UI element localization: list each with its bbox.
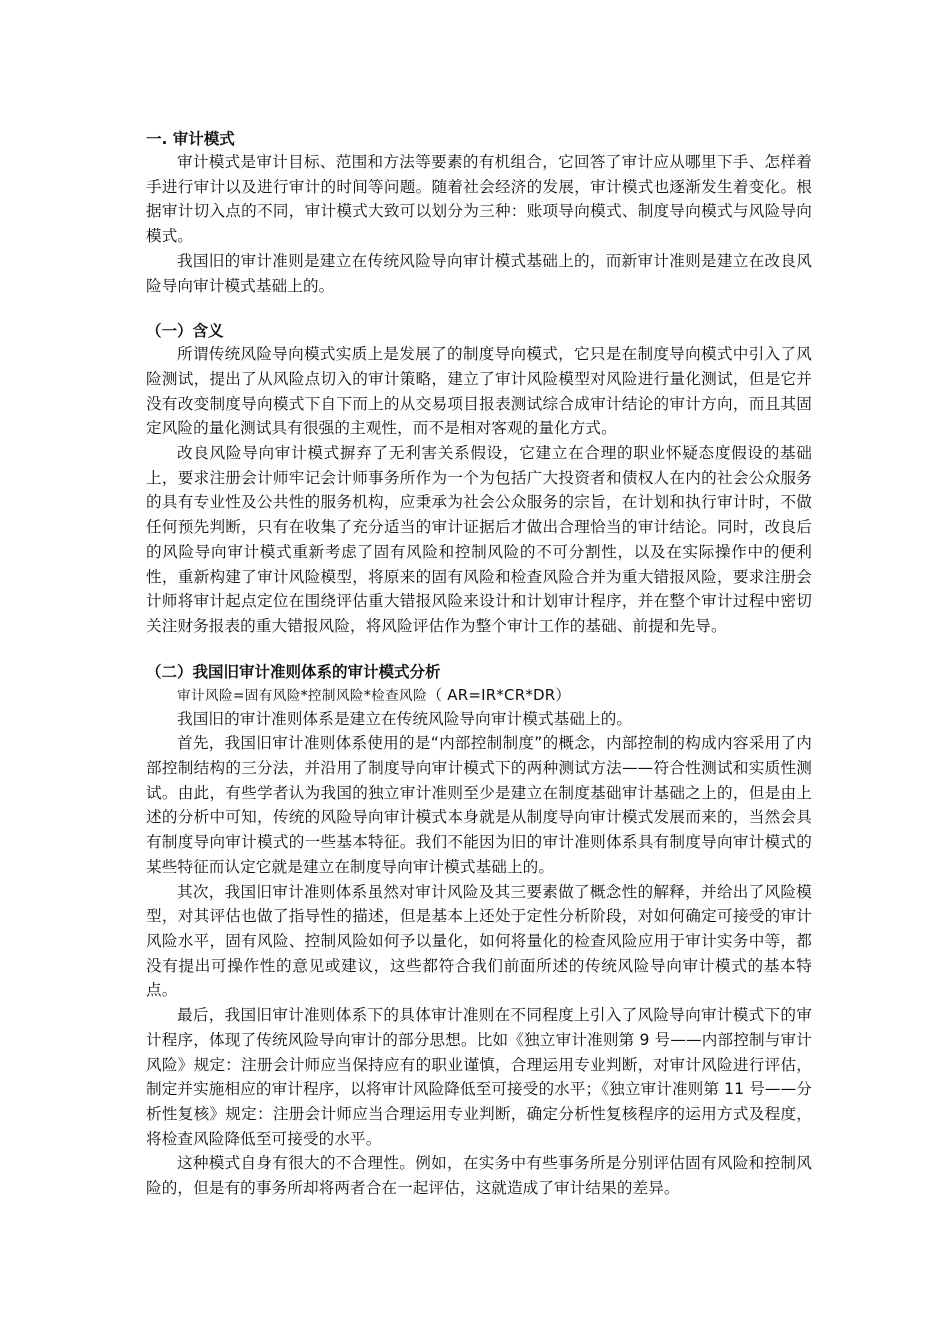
paragraph-unreasonableness: 这种模式自身有很大的不合理性。例如，在实务中有些事务所是分别评估固有风险和控制风险的，但是有的事务所却将两者合在一起评估，这就造成了审计结果的差异。 [146,1154,812,1198]
section-heading-audit-model: 一. 审计模式 [146,130,235,148]
formula-equation: （ AR=IR*CR*DR） [427,685,571,704]
formula-text: 审计风险=固有风险*控制风险*检查风险 [177,687,428,704]
paragraph-old-new-standards: 我国旧的审计准则是建立在传统风险导向审计模式基础上的，而新审计准则是建立在改良风险导向审计模式基础上的。 [146,251,812,295]
paragraph-secondly: 其次，我国旧审计准则体系虽然对审计风险及其三要素做了概念性的解释，并给出了风险模型，对其评估也做了指导性的描述，但是基本上还处于定性分析阶段，对如何确定可接受的审计风险水平，固有风险、控制风险如何予以量化，如何将量化的检查风险应用于审计实务中等，都没有提出可操作性的意见或建议，这些都符合我们前面所述的传统风险导向审计模式的基本特点。 [146,882,812,1000]
paragraph-firstly: 首先，我国旧审计准则体系使用的是“内部控制制度”的概念，内部控制的构成内容采用了内部控制结构的三分法，并沿用了制度导向审计模式下的两种测试方法——符合性测试和实质性测试。由此，有些学者认为我国的独立审计准则至少是建立在制度基础审计基础之上的，但是由上述的分析中可知，传统的风险导向审计模式本身就是从制度导向审计模式发展而来的，当然会具有制度导向审计模式的一些基本特征。我们不能因为旧的审计准则体系具有制度导向审计模式的某些特征而认定它就是建立在制度导向审计模式基础上的。 [146,734,812,876]
paragraph-improved-risk-model: 改良风险导向审计模式摒弃了无利害关系假设，它建立在合理的职业怀疑态度假设的基础上，要求注册会计师牢记会计师事务所作为一个为包括广大投资者和债权人在内的社会公众服务的具有专业性及公共性的服务机构，应秉承为社会公众服务的宗旨，在计划和执行审计时，不做任何预先判断，只有在收集了充分适当的审计证据后才做出合理恰当的审计结论。同时，改良后的风险导向审计模式重新考虑了固有风险和控制风险的不可分割性，以及在实际操作中的便利性，重新构建了审计风险模型，将原来的固有风险和检查风险合并为重大错报风险，要求注册会计师将审计起点定位在围绕评估重大错报风险来设计和计划审计程序，并在整个审计过程中密切关注财务报表的重大错报风险，将风险评估作为整个审计工作的基础、前提和先导。 [146,444,812,635]
page-bottom-margin [0,1224,950,1344]
section-heading-old-standards-analysis: （二）我国旧审计准则体系的审计模式分析 [146,662,441,681]
paragraph-old-standards-basis: 我国旧的审计准则体系是建立在传统风险导向审计模式基础上的。 [177,709,633,728]
document-page [146,122,812,1201]
section-heading-meaning: （一）含义 [146,322,224,341]
audit-risk-formula [146,683,812,707]
paragraph-finally: 最后，我国旧审计准则体系下的具体审计准则在不同程度上引入了风险导向审计模式下的审计程序，体现了传统风险导向审计的部分思想。比如《独立审计准则第 9 号——内部控制与审计风险》规定：注册会计师应当保持应有的职业谨慎，合理运用专业判断，对审计风险进行评估，制定并实施相应的审计程序，以将审计风险降低至可接受的水平；《独立审计准则第 11 号——分析性复核》规定：注册会计师应当合理运用专业判断，确定分析性复核程序的运用方式及程度，将检查风险降低至可接受的水平。 [146,1006,812,1148]
paragraph-traditional-risk-model: 所谓传统风险导向模式实质上是发展了的制度导向模式，它只是在制度导向模式中引入了风险测试，提出了从风险点切入的审计策略，建立了审计风险模型对风险进行量化测试，但是它并没有改变制度导向模式下自下而上的从交易项目报表测试综合成审计结论的审计方向，而且其固定风险的量化测试具有很强的主观性，而不是相对客观的量化方式。 [146,345,812,438]
paragraph-audit-model-definition: 审计模式是审计目标、范围和方法等要素的有机组合，它回答了审计应从哪里下手、怎样着手进行审计以及进行审计的时间等问题。随着社会经济的发展，审计模式也逐渐发生着变化。根据审计切入点的不同，审计模式大致可以划分为三种：账项导向模式、制度导向模式与风险导向模式。 [146,153,812,246]
